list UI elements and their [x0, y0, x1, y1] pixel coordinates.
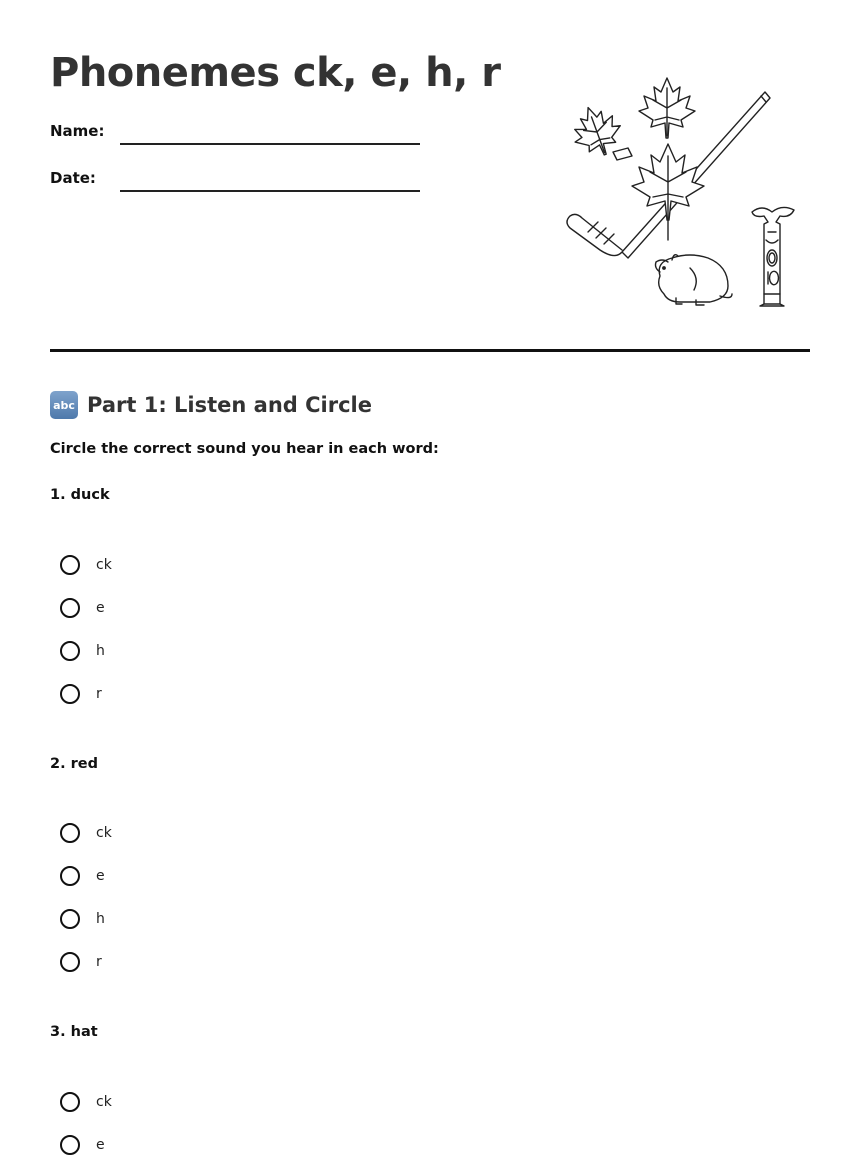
option-label: e	[96, 868, 105, 884]
option-label: e	[96, 600, 105, 616]
radio-circle-icon[interactable]	[60, 909, 80, 929]
page-title: Phonemes ck, e, h, r	[50, 50, 501, 96]
option-label: h	[96, 911, 105, 927]
option-label: h	[96, 643, 105, 659]
beaver-icon	[656, 255, 733, 305]
answer-option[interactable]	[60, 1132, 105, 1158]
option-label: ck	[96, 825, 112, 841]
option-label: r	[96, 686, 102, 702]
option-label: r	[96, 954, 102, 970]
part1-title: Part 1: Listen and Circle	[87, 393, 372, 417]
abc-icon: abc	[50, 391, 78, 419]
answer-option[interactable]	[60, 906, 105, 932]
hockey-puck-icon	[613, 148, 632, 160]
maple-leaf-icon	[639, 78, 695, 138]
radio-circle-icon[interactable]	[60, 555, 80, 575]
name-label: Name:	[50, 122, 105, 140]
radio-circle-icon[interactable]	[60, 641, 80, 661]
answer-option[interactable]	[60, 681, 102, 707]
maple-leaf-icon	[632, 144, 704, 240]
totem-pole-icon	[752, 207, 794, 306]
question-label: 3. hat	[50, 1024, 98, 1040]
radio-circle-icon[interactable]	[60, 823, 80, 843]
radio-circle-icon[interactable]	[60, 598, 80, 618]
question-label: 1. duck	[50, 487, 110, 503]
answer-option[interactable]	[60, 595, 105, 621]
radio-circle-icon[interactable]	[60, 684, 80, 704]
question-label: 2. red	[50, 756, 99, 772]
section-divider	[50, 349, 810, 352]
option-label: ck	[96, 557, 112, 573]
part1-heading	[50, 390, 372, 420]
canada-illustration	[560, 72, 810, 317]
option-label: e	[96, 1137, 105, 1153]
radio-circle-icon[interactable]	[60, 952, 80, 972]
answer-option[interactable]	[60, 552, 112, 578]
answer-option[interactable]	[60, 863, 105, 889]
date-field[interactable]	[120, 190, 420, 192]
radio-circle-icon[interactable]	[60, 1092, 80, 1112]
answer-option[interactable]	[60, 1089, 112, 1115]
part1-instructions: Circle the correct sound you hear in each word:	[50, 441, 439, 457]
radio-circle-icon[interactable]	[60, 1135, 80, 1155]
answer-option[interactable]	[60, 638, 105, 664]
name-field[interactable]	[120, 143, 420, 145]
option-label: ck	[96, 1094, 112, 1110]
date-label: Date:	[50, 169, 96, 187]
radio-circle-icon[interactable]	[60, 866, 80, 886]
answer-option[interactable]	[60, 949, 102, 975]
answer-option[interactable]	[60, 820, 112, 846]
